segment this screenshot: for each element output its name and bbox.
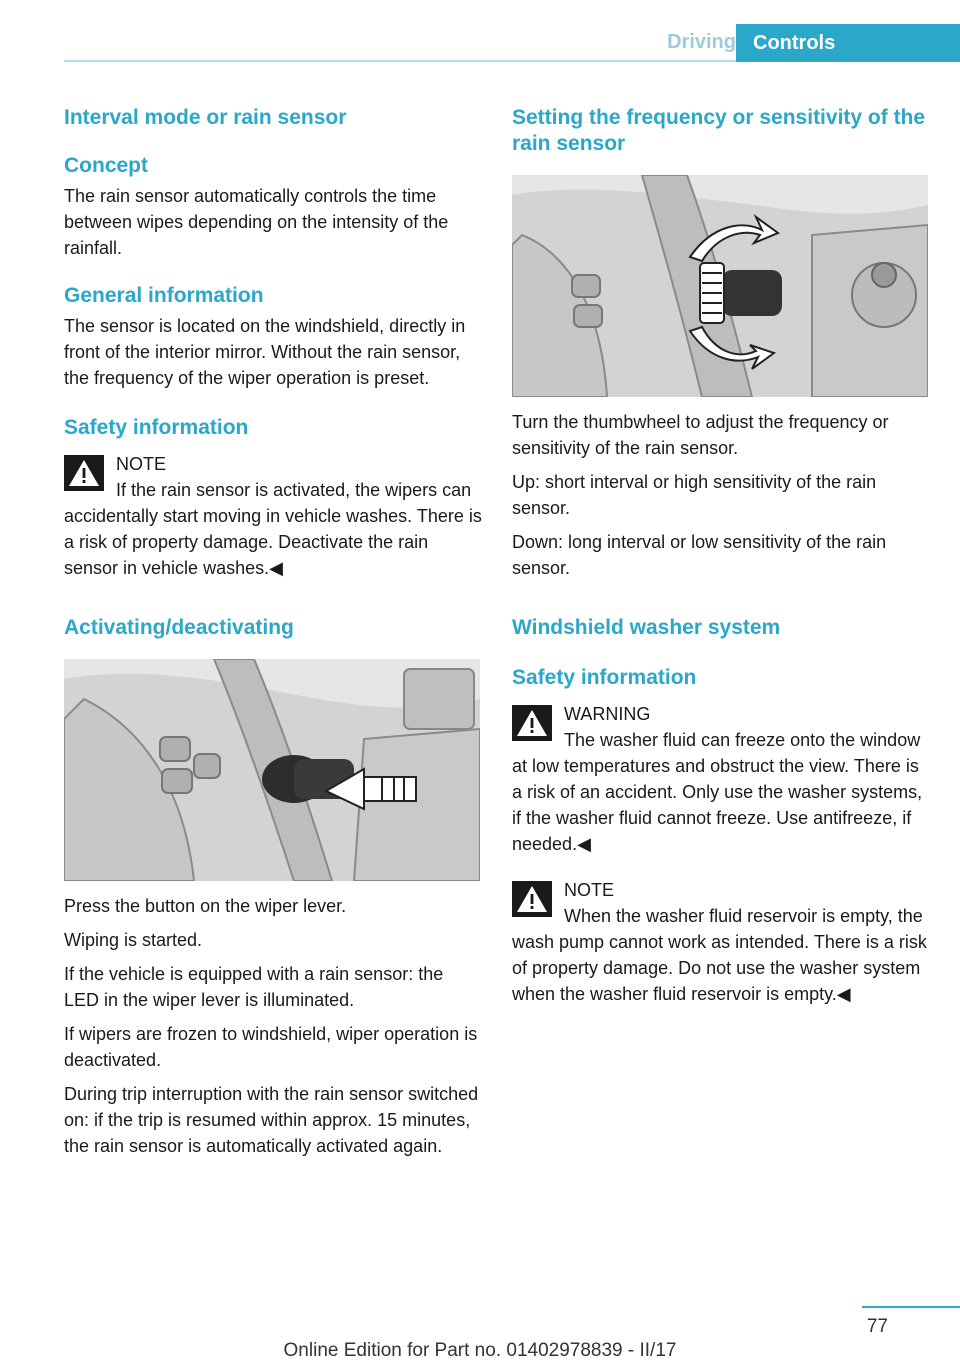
- heading-concept: Concept: [64, 154, 148, 177]
- header-chapter: Controls: [736, 24, 960, 62]
- heading-safety-information: Safety information: [64, 416, 249, 439]
- paragraph-up: Up: short interval or high sensitivity of the rain sensor.: [512, 472, 877, 518]
- warning-block: [512, 701, 930, 857]
- paragraph-frozen-wipers: If wipers are frozen to windshield, wiper operation is deactivated.: [64, 1024, 478, 1070]
- footer-rule: [862, 1306, 960, 1308]
- right-column: [512, 100, 930, 1007]
- paragraph-turn-thumbwheel: Turn the thumbwheel to adjust the frequency or sensitivity of the rain sensor.: [512, 412, 889, 458]
- note-block: [64, 451, 482, 581]
- warning-triangle-icon: [512, 881, 552, 917]
- heading-general-information: General information: [64, 284, 264, 307]
- paragraph-down: Down: long interval or low sensitivity of the rain sensor.: [512, 532, 887, 578]
- note-label: NOTE: [116, 454, 167, 474]
- warning-text: The washer fluid can freeze onto the window at low temperatures and obstruct the view. There is a risk of an accident. Only use the washer systems, if the washer fluid cannot freeze. Use antifreeze, if needed.◀: [512, 730, 923, 854]
- header-section: Driving: [667, 31, 736, 53]
- heading-activating-deactivating: Activating/deactivating: [64, 616, 294, 639]
- heading-interval-mode: Interval mode or rain sensor: [64, 106, 347, 129]
- warning-label: WARNING: [564, 704, 651, 724]
- heading-windshield-washer: Windshield washer system: [512, 616, 781, 639]
- warning-triangle-icon: [512, 705, 552, 741]
- paragraph-general-information: The sensor is located on the windshield, directly in front of the interior mirror. Without the rain sensor, the frequency of the wiper operation is preset.: [64, 316, 466, 388]
- note-text: If the rain sensor is activated, the wipers can accidentally start moving in vehicle washes. There is a risk of property damage. Deactivate the rain sensor in vehicle washes.◀: [64, 480, 482, 578]
- warning-triangle-icon: [64, 455, 104, 491]
- paragraph-led-illuminated: If the vehicle is equipped with a rain sensor: the LED in the wiper lever is illuminated.: [64, 964, 444, 1010]
- page-number: 77: [866, 1316, 888, 1337]
- left-column: [64, 100, 482, 1159]
- paragraph-trip-interruption: During trip interruption with the rain sensor switched on: if the trip is resumed within approx. 15 minutes, the rain sensor is automatically activated again.: [64, 1084, 479, 1156]
- note-text-washer: When the washer fluid reservoir is empty, the wash pump cannot work as intended. There is a risk of property damage. Do not use the washer system when the washer fluid reservoir is empty.◀: [512, 906, 927, 1004]
- paragraph-wiping-started: Wiping is started.: [64, 930, 203, 950]
- paragraph-press-button: Press the button on the wiper lever.: [64, 896, 347, 916]
- wiper-lever-button-image: [64, 659, 480, 881]
- edition-footer: Online Edition for Part no. 01402978839 - II/17: [283, 1340, 677, 1361]
- heading-setting-frequency: Setting the frequency or sensitivity of the rain sensor: [512, 106, 926, 155]
- heading-safety-information-washer: Safety information: [512, 666, 697, 689]
- thumbwheel-image: [512, 175, 928, 397]
- paragraph-concept: The rain sensor automatically controls the time between wipes depending on the intensity of the rainfall.: [64, 186, 449, 258]
- note-label-washer: NOTE: [564, 880, 615, 900]
- note-block-washer: [512, 877, 930, 1007]
